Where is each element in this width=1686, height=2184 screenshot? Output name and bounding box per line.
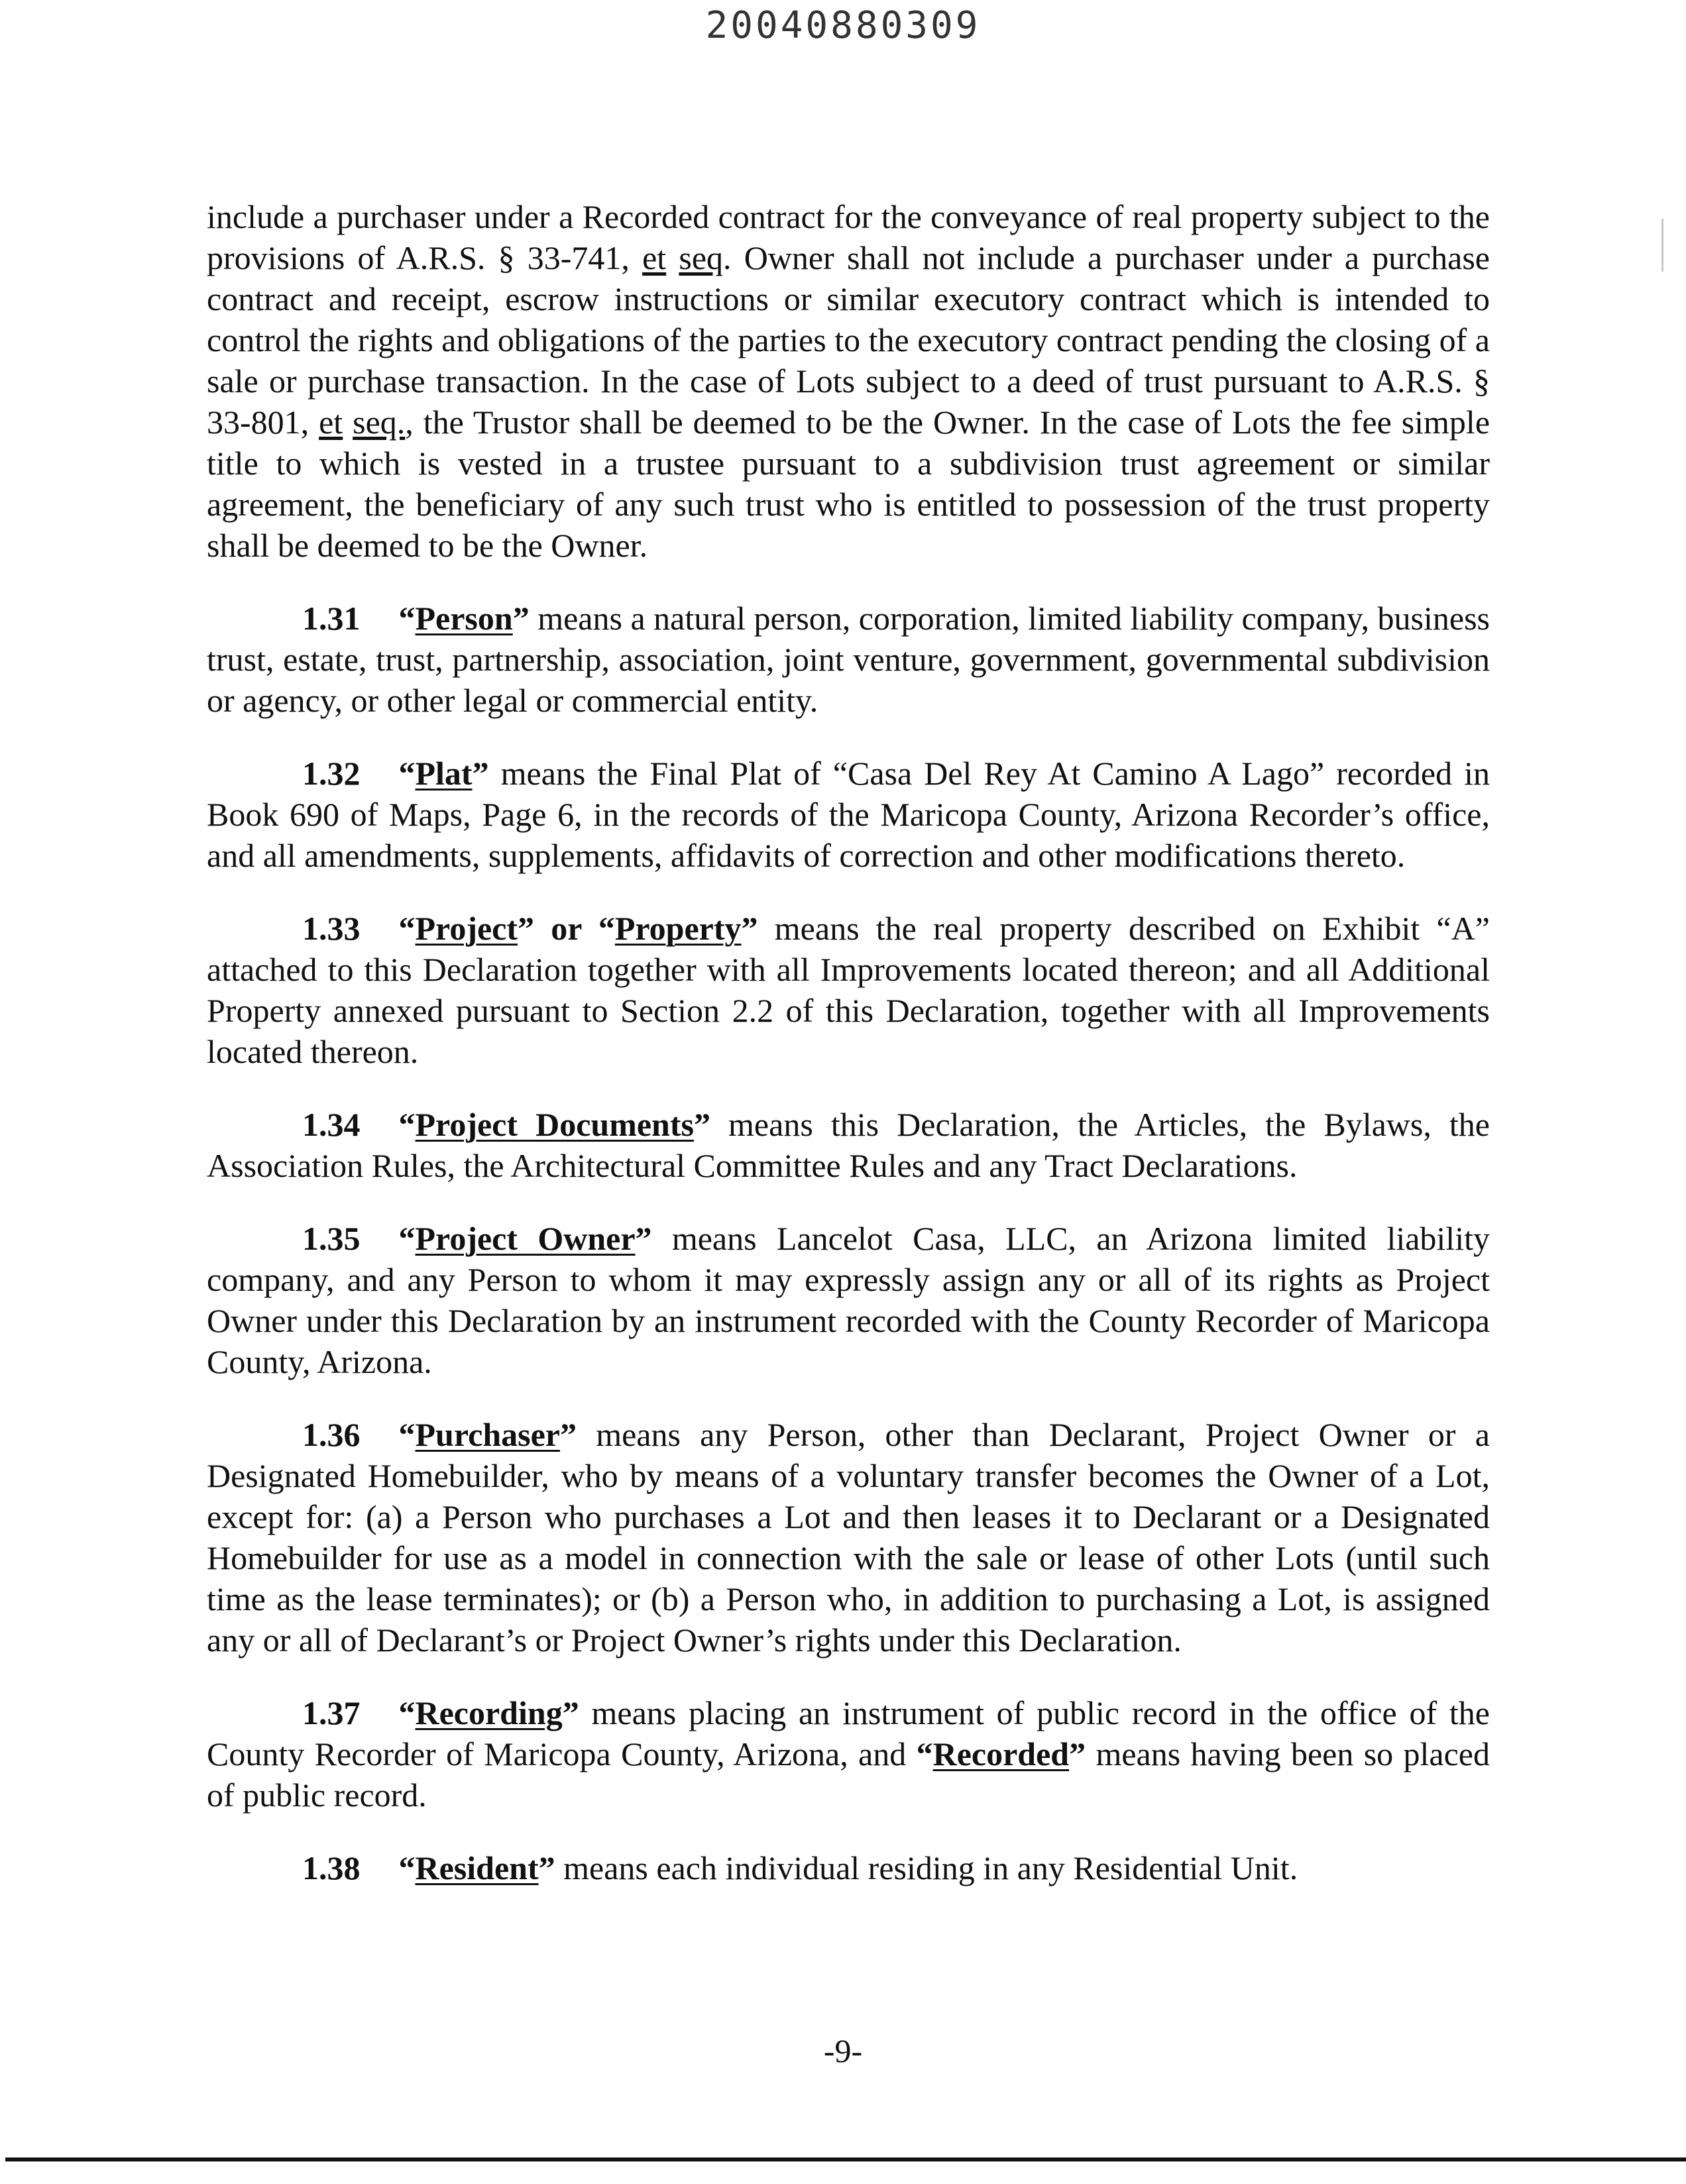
et-latin: et xyxy=(319,404,343,441)
defined-term: “Property” xyxy=(598,910,758,947)
page-number: -9- xyxy=(823,2032,863,2069)
seq-latin: seq xyxy=(679,239,724,276)
section-1-32: 1.32 “Plat” means the Final Plat of “Casa Del Rey At Camino A Lago” recorded in Book 690 of Maps, Page 6, in the records of the Maricopa County, Arizona Recorder’s office, and all amendments, supplements, affidavits of correction and other modifications thereto. xyxy=(207,755,1490,874)
section-number: 1.34 xyxy=(302,1106,361,1143)
defined-term: “Person” xyxy=(398,600,530,637)
seq-latin: seq. xyxy=(353,404,406,441)
defined-term: “Project” xyxy=(398,910,535,947)
intro-paragraph: include a purchaser under a Recorded contract for the conveyance of real property subject to the provisions of A.R.S. § 33-741, et seq. Owner shall not include a purchaser under a purchase contract and receipt, escrow instructions or similar executory contract which is intended to control the rights and obligations of the parties to the executory contract pending the closing of a sale or purchase transaction. In the case of Lots subject to a deed of trust pursuant to A.R.S. § 33-801, et seq., the Trustor shall be deemed to be the Owner. In the case of Lots the fee simple title to which is vested in a trustee pursuant to a subdivision trust agreement or similar agreement, the beneficiary of any such trust who is entitled to possession of the trust property shall be deemed to be the Owner. xyxy=(207,198,1490,564)
defined-term: “Project Owner” xyxy=(398,1220,652,1257)
defined-term: “Recorded” xyxy=(916,1735,1086,1773)
recording-number: 20040880309 xyxy=(705,4,981,47)
section-number: 1.38 xyxy=(302,1849,361,1886)
defined-term: “Project Documents” xyxy=(398,1106,710,1143)
section-1-36: 1.36 “Purchaser” means any Person, other than Declarant, Project Owner or a Designated Homebuilder, who by means of a voluntary transfer becomes the Owner of a Lot, except for: (a) a Person who purchases a Lot and then leases it to Declarant or a Designated Homebuilder for use as a model in connection with the sale or lease of other Lots (until such time as the lease terminates); or (b) a Person who, in addition to purchasing a Lot, is assigned any or all of Declarant’s or Project Owner’s rights under this Declaration. xyxy=(207,1416,1490,1659)
section-number: 1.31 xyxy=(302,600,361,637)
page-bottom-rule xyxy=(5,2157,1686,2161)
section-number: 1.35 xyxy=(302,1220,361,1257)
scan-artifact xyxy=(1661,219,1663,272)
defined-term: “Plat” xyxy=(398,755,489,792)
section-1-35: 1.35 “Project Owner” means Lancelot Casa, LLC, an Arizona limited liability company, and any Person to whom it may expressly assign any or all of its rights as Project Owner under this Declaration by an instrument recorded with the County Recorder of Maricopa County, Arizona. xyxy=(207,1220,1490,1380)
defined-term: “Recording” xyxy=(398,1694,579,1731)
section-number: 1.37 xyxy=(302,1694,361,1731)
document-body xyxy=(207,196,1490,1920)
section-number: 1.36 xyxy=(302,1416,361,1453)
section-1-34: 1.34 “Project Documents” means this Declaration, the Articles, the Bylaws, the Association Rules, the Architectural Committee Rules and any Tract Declarations. xyxy=(207,1106,1490,1184)
section-1-37: 1.37 “Recording” means placing an instrument of public record in the office of the County Recorder of Maricopa County, Arizona, and “Recorded” means having been so placed of public record. xyxy=(207,1694,1490,1814)
section-1-31: 1.31 “Person” means a natural person, corporation, limited liability company, business trust, estate, trust, partnership, association, joint venture, government, governmental subdivision or agency, or other legal or commercial entity. xyxy=(207,600,1490,719)
defined-term: “Purchaser” xyxy=(398,1416,577,1453)
section-number: 1.33 xyxy=(302,910,361,947)
defined-term: “Resident” xyxy=(398,1849,555,1886)
et-latin: et xyxy=(642,239,667,276)
section-1-38: 1.38 “Resident” means each individual residing in any Residential Unit. xyxy=(302,1849,1298,1886)
section-1-33: 1.33 “Project” or “Property” means the real property described on Exhibit “A” attached to this Declaration together with all Improvements located thereon; and all Additional Property annexed pursuant to Section 2.2 of this Declaration, together with all Improvements located thereon. xyxy=(207,910,1490,1070)
section-number: 1.32 xyxy=(302,755,361,792)
